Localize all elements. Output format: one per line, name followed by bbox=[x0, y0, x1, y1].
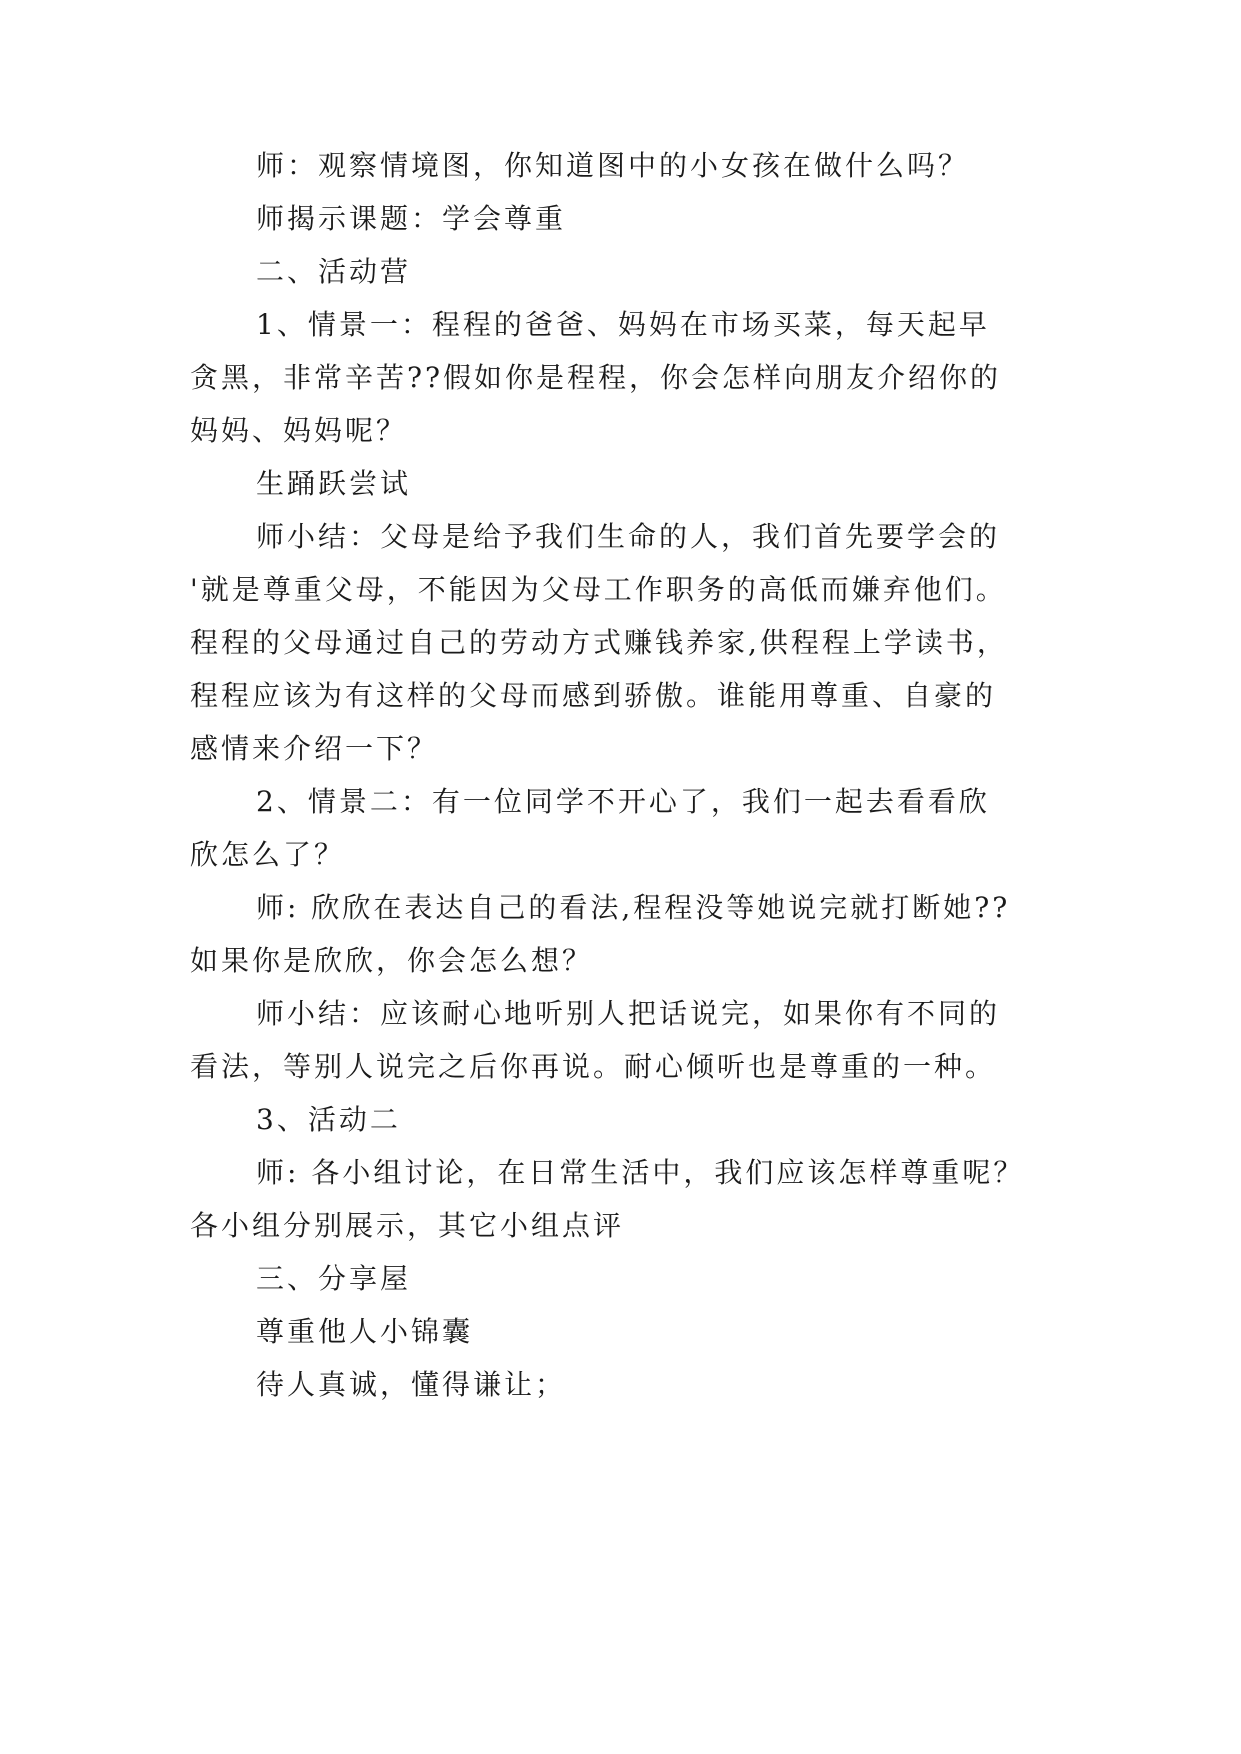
section-heading: 三、分享屋 bbox=[256, 1262, 412, 1295]
text-line: 看法，等别人说完之后你再说。耐心倾听也是尊重的一种。 bbox=[190, 1050, 997, 1083]
text-line: 生踊跃尝试 bbox=[256, 467, 412, 500]
text-line: 2、情景二：有一位同学不开心了，我们一起去看看欣 bbox=[256, 785, 990, 818]
text-line: 师: 欣欣在表达自己的看法,程程没等她说完就打断她?? bbox=[256, 891, 1011, 924]
text-line: 师: 各小组讨论，在日常生活中，我们应该怎样尊重呢？ bbox=[256, 1156, 1025, 1189]
text-line: 师揭示课题：学会尊重 bbox=[256, 202, 567, 235]
text-line: 如果你是欣欣，你会怎么想？ bbox=[190, 944, 594, 977]
text-line: 贪黑，非常辛苦??假如你是程程，你会怎样向朋友介绍你的 bbox=[190, 361, 1002, 394]
text-line: 师小结：应该耐心地听别人把话说完，如果你有不同的 bbox=[256, 997, 1001, 1030]
text-line: 3、活动二 bbox=[256, 1103, 401, 1136]
text-line: '就是尊重父母，不能因为父母工作职务的高低而嫌弃他们。 bbox=[190, 573, 1007, 606]
text-line: 师小结：父母是给予我们生命的人，我们首先要学会的 bbox=[256, 520, 1001, 553]
text-line: 1、情景一：程程的爸爸、妈妈在市场买菜，每天起早 bbox=[256, 308, 990, 341]
text-line: 程程的父母通过自己的劳动方式赚钱养家,供程程上学读书， bbox=[190, 626, 1008, 659]
text-line: 待人真诚，懂得谦让； bbox=[256, 1368, 567, 1401]
section-heading: 二、活动营 bbox=[256, 255, 412, 288]
text-line: 师：观察情境图，你知道图中的小女孩在做什么吗？ bbox=[256, 149, 970, 182]
text-line: 各小组分别展示，其它小组点评 bbox=[190, 1209, 625, 1242]
text-line: 欣怎么了？ bbox=[190, 838, 346, 871]
text-line: 程程应该为有这样的父母而感到骄傲。谁能用尊重、自豪的 bbox=[190, 679, 997, 712]
text-line: 感情来介绍一下？ bbox=[190, 732, 439, 765]
text-line: 尊重他人小锦囊 bbox=[256, 1315, 474, 1348]
text-line: 妈妈、妈妈呢？ bbox=[190, 414, 408, 447]
